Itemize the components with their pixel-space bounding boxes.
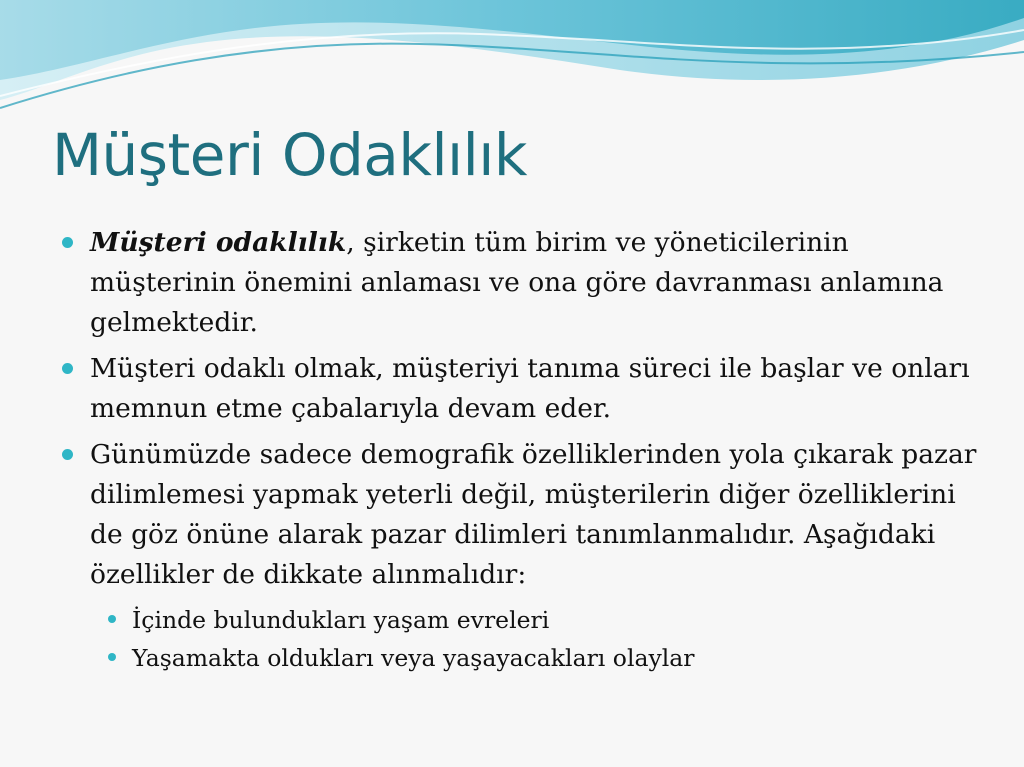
bullet-item	[58, 349, 978, 429]
bullet-dot-icon	[62, 237, 73, 248]
sub-bullet-text: Yaşamakta oldukları veya yaşayacakları olaylar	[132, 644, 695, 672]
sub-bullet-text: İçinde bulundukları yaşam evreleri	[132, 606, 550, 634]
bullet-text: Günümüzde sadece demografik özelliklerinden yola çıkarak pazar dilimlemesi yapmak yeterli değil, müşterilerin diğer özelliklerini de göz önüne alarak pazar dilimleri tanımlanmalıdır. Aşağıdaki özellikler de dikkate alınmalıdır:	[90, 439, 977, 590]
sub-bullet-dot-icon	[108, 615, 116, 623]
bullet-dot-icon	[62, 449, 73, 460]
header-wave-decoration	[0, 0, 1024, 120]
bullet-dot-icon	[62, 363, 73, 374]
bullet-item	[58, 223, 978, 343]
sub-bullet-item	[102, 639, 978, 677]
bullet-item	[58, 435, 978, 595]
sub-bullet-item	[102, 601, 978, 639]
sub-bullet-dot-icon	[108, 653, 116, 661]
bullet-list	[58, 223, 978, 677]
bullet-text: Müşteri odaklı olmak, müşteriyi tanıma süreci ile başlar ve onları memnun etme çabalarıyla devam eder.	[90, 353, 970, 424]
bullet-text: , şirketin tüm birim ve yöneticilerinin müşterinin önemini anlaması ve ona göre davranması anlamına gelmektedir.	[90, 227, 944, 338]
slide-title: Müşteri Odaklılık	[52, 121, 527, 189]
bullet-emphasis: Müşteri odaklılık	[90, 227, 347, 258]
